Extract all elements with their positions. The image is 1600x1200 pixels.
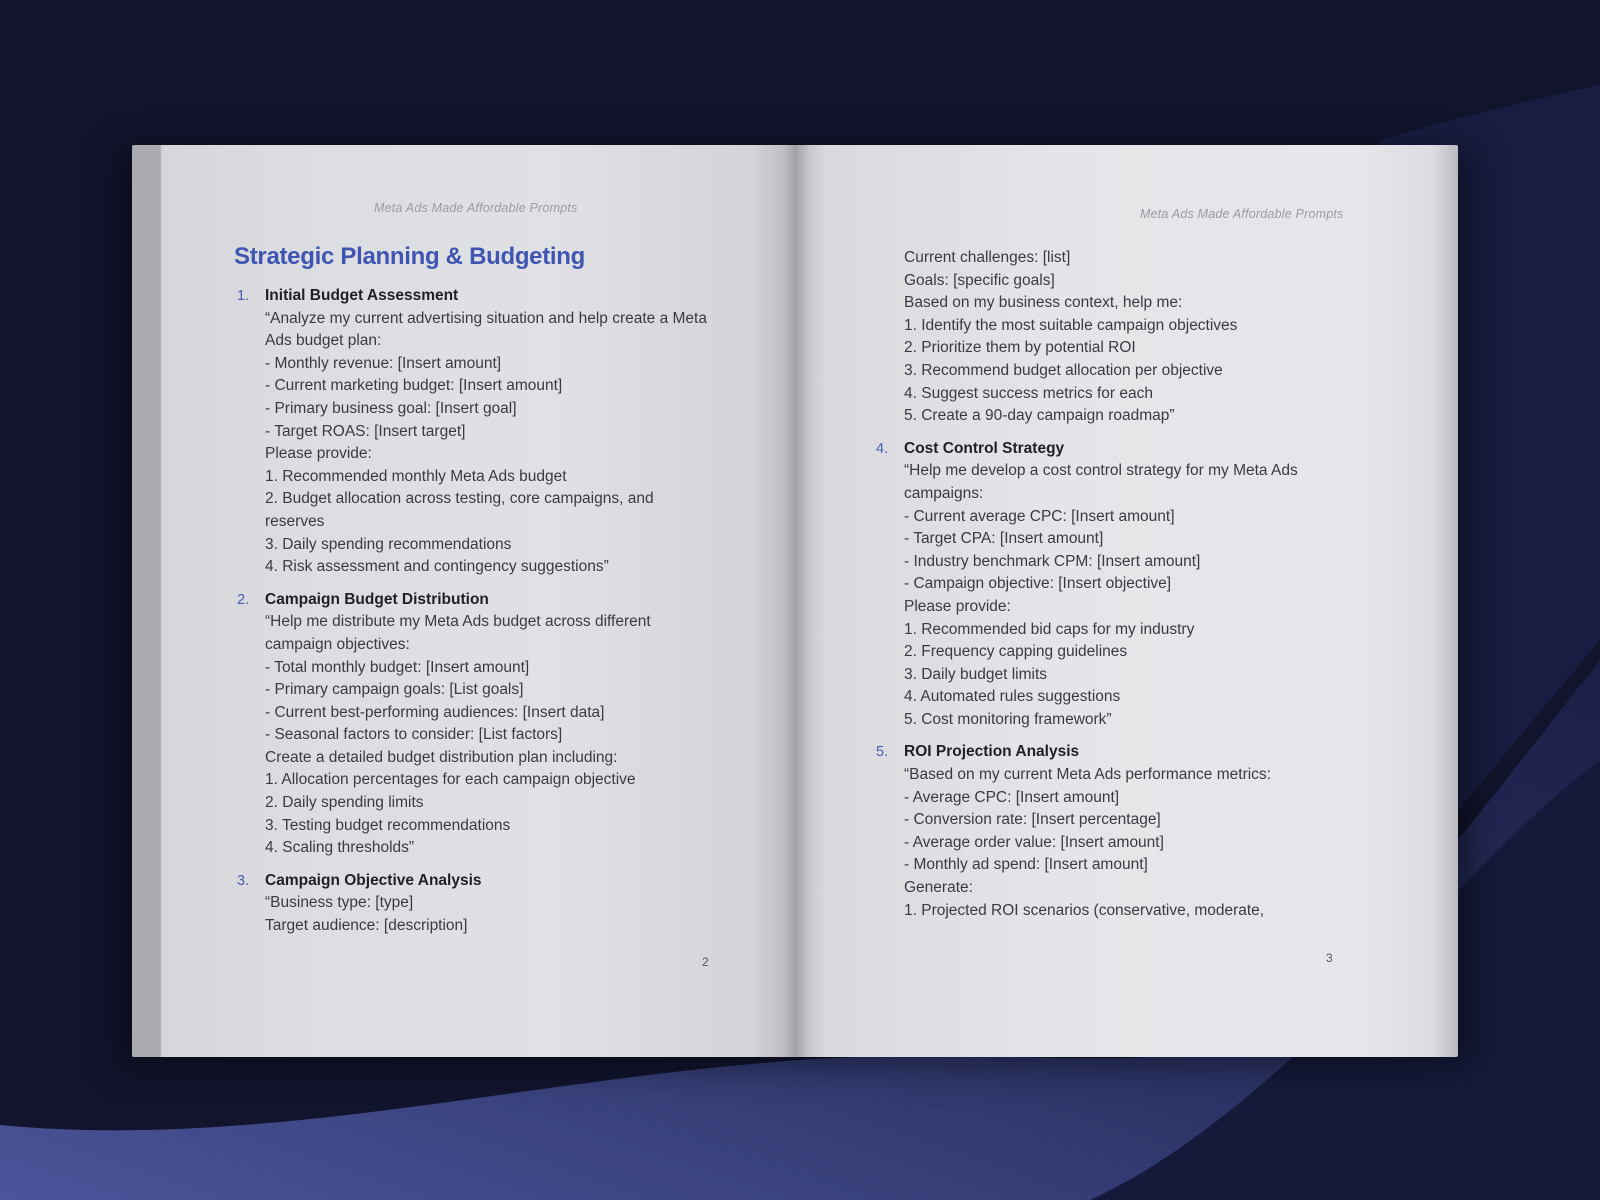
prompt-line: 5. Create a 90-day campaign roadmap” [904, 407, 1175, 425]
prompt-line: Please provide: [904, 597, 1011, 615]
section-title: Cost Control Strategy [904, 439, 1065, 457]
section-title: Campaign Budget Distribution [265, 590, 489, 608]
right-page-content [876, 247, 1356, 932]
section-cost-control-strategy [876, 438, 1356, 732]
section-number: 2. [237, 591, 250, 608]
prompt-line: 3. Recommend budget allocation per objective [904, 361, 1223, 379]
prompt-line: - Primary campaign goals: [List goals] [265, 681, 524, 699]
section-campaign-objective-analysis [237, 870, 717, 938]
book-spine [782, 145, 810, 1057]
prompt-line: Target audience: [description] [265, 917, 468, 935]
section-number: 4. [876, 440, 889, 457]
prompt-line: - Average CPC: [Insert amount] [904, 788, 1120, 806]
prompt-line: - Current best-performing audiences: [Insert data] [265, 703, 605, 721]
prompt-line: Create a detailed budget distribution plan including: [265, 748, 618, 766]
prompt-line: “Help me distribute my Meta Ads budget across different campaign objectives: [265, 613, 651, 653]
prompt-line: Based on my business context, help me: [904, 294, 1183, 312]
section-initial-budget-assessment [237, 285, 717, 579]
prompt-line: 4. Scaling thresholds” [265, 839, 415, 857]
prompt-line: - Industry benchmark CPM: [Insert amount] [904, 552, 1201, 570]
prompt-line: 3. Testing budget recommendations [265, 816, 511, 834]
prompt-line: Generate: [904, 879, 973, 897]
page-number: 2 [702, 955, 709, 969]
section-number: 3. [237, 872, 250, 889]
section-number: 5. [876, 744, 889, 761]
prompt-line: 4. Suggest success metrics for each [904, 384, 1153, 402]
prompt-line: “Help me develop a cost control strategy for my Meta Ads campaigns: [904, 462, 1298, 502]
prompt-line: 3. Daily spending recommendations [265, 535, 512, 553]
section-title: Initial Budget Assessment [265, 287, 459, 304]
prompt-line: - Current average CPC: [Insert amount] [904, 507, 1175, 525]
section-roi-projection-analysis [876, 741, 1356, 922]
page-title: Strategic Planning & Budgeting [234, 243, 586, 270]
prompt-line: “Based on my current Meta Ads performance metrics: [904, 766, 1271, 784]
page-number: 3 [1326, 951, 1333, 965]
prompt-line: “Analyze my current advertising situation and help create a Meta Ads budget plan: [265, 309, 707, 350]
prompt-line: “Business type: [type] [265, 894, 414, 912]
prompt-line: 2. Budget allocation across testing, core campaigns, and reserves [265, 490, 654, 530]
prompt-line: 1. Recommended monthly Meta Ads budget [265, 467, 567, 485]
left-page [132, 145, 796, 1057]
section-continuation [876, 247, 1356, 428]
prompt-line: 2. Daily spending limits [265, 794, 424, 812]
prompt-line: 1. Allocation percentages for each campaign objective [265, 771, 636, 789]
right-page [796, 145, 1458, 1057]
running-header: Meta Ads Made Affordable Prompts [1140, 207, 1344, 221]
prompt-line: 1. Projected ROI scenarios (conservative, moderate, [904, 901, 1265, 919]
prompt-line: - Seasonal factors to consider: [List factors] [265, 726, 563, 744]
prompt-line: - Average order value: [Insert amount] [904, 833, 1164, 851]
prompt-line: 3. Daily budget limits [904, 665, 1048, 683]
running-header: Meta Ads Made Affordable Prompts [374, 201, 578, 215]
prompt-line: 5. Cost monitoring framework” [904, 710, 1112, 728]
prompt-line: 4. Automated rules suggestions [904, 688, 1121, 706]
prompt-line: 1. Identify the most suitable campaign objectives [904, 316, 1238, 334]
prompt-line: - Conversion rate: [Insert percentage] [904, 811, 1161, 829]
prompt-line: - Monthly ad spend: [Insert amount] [904, 856, 1148, 874]
prompt-line: - Monthly revenue: [Insert amount] [265, 354, 502, 372]
prompt-line: - Target ROAS: [Insert target] [265, 422, 466, 440]
left-page-content [237, 285, 717, 948]
prompt-line: 2. Frequency capping guidelines [904, 643, 1128, 661]
prompt-line: - Primary business goal: [Insert goal] [265, 399, 517, 417]
section-title: Campaign Objective Analysis [265, 871, 482, 889]
prompt-line: Goals: [specific goals] [904, 271, 1055, 289]
prompt-line: - Total monthly budget: [Insert amount] [265, 658, 530, 676]
open-book [132, 145, 1458, 1057]
prompt-line: Current challenges: [list] [904, 249, 1071, 266]
section-number: 1. [237, 288, 250, 304]
prompt-line: - Campaign objective: [Insert objective] [904, 575, 1172, 593]
prompt-line: - Current marketing budget: [Insert amount] [265, 377, 563, 395]
prompt-line: 2. Prioritize them by potential ROI [904, 339, 1136, 357]
prompt-line: Please provide: [265, 445, 372, 463]
prompt-line: 1. Recommended bid caps for my industry [904, 620, 1195, 638]
prompt-line: - Target CPA: [Insert amount] [904, 530, 1104, 548]
prompt-line: 4. Risk assessment and contingency suggestions” [265, 558, 609, 576]
section-campaign-budget-distribution [237, 589, 717, 860]
section-title: ROI Projection Analysis [904, 743, 1080, 761]
